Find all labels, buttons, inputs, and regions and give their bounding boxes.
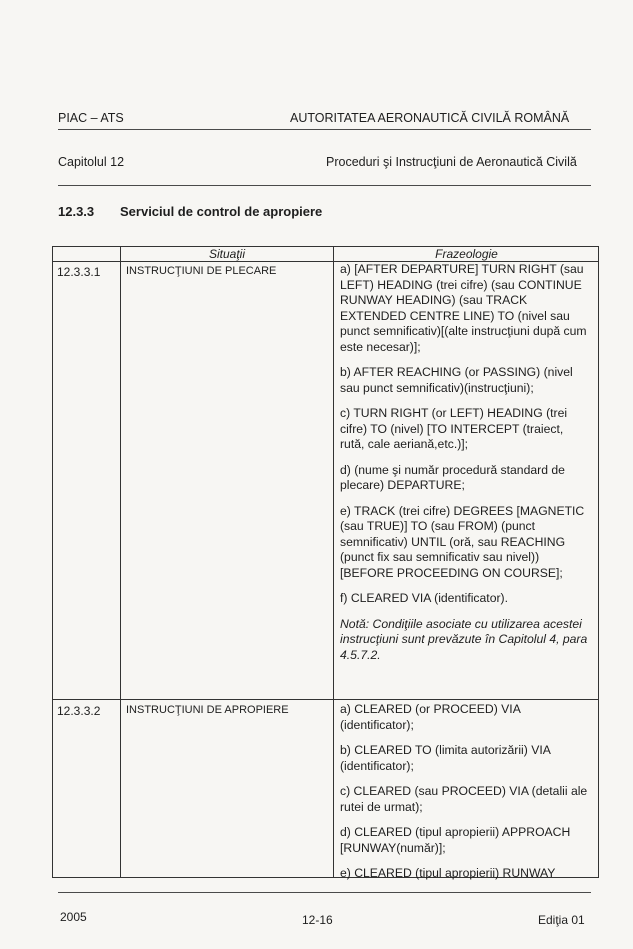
document-code: PIAC – ATS xyxy=(58,111,124,125)
chapter-rule xyxy=(58,185,591,186)
row-divider xyxy=(52,699,599,700)
header-rule xyxy=(58,129,591,130)
phrase-item: c) TURN RIGHT (or LEFT) HEADING (trei cifre) TO (nivel) [TO INTERCEPT (traiect, rută, cale aeriană,etc.)]; xyxy=(340,406,568,451)
phraseology-list xyxy=(340,702,590,892)
section-title: Serviciul de control de apropiere xyxy=(120,204,323,219)
page-number: 12-16 xyxy=(302,913,333,927)
column-divider-code xyxy=(120,246,121,878)
row-situation: INSTRUCŢIUNI DE PLECARE xyxy=(126,265,277,277)
authority-name: AUTORITATEA AERONAUTICĂ CIVILĂ ROMÂNĂ xyxy=(290,111,570,125)
chapter-title: Proceduri şi Instrucţiuni de Aeronautică Civilă xyxy=(326,155,577,169)
phrase-item: a) [AFTER DEPARTURE] TURN RIGHT (sau LEFT) HEADING (trei cifre) (sau CONTINUE RUNWAY HEADING) (sau TRACK EXTENDED CENTRE LINE) TO (nivel sau punct semnificativ)[(alte instrucţiuni după cum este necesar)]; xyxy=(340,262,587,354)
phrase-item: e) TRACK (trei cifre) DEGREES [MAGNETIC (sau TRUE)] TO (sau FROM) (punct semnificativ) UNTIL (oră, sau REACHING (punct fix sau semnificativ sau nivel)) [BEFORE PROCEEDING ON COURSE]; xyxy=(340,503,585,580)
phrase-item: b) AFTER REACHING (or PASSING) (nivel sau punct semnificativ)(instrucţiuni); xyxy=(340,365,573,395)
phrase-item: e) CLEARED (tipul apropierii) RUNWAY xyxy=(340,866,556,880)
footer-year: 2005 xyxy=(60,910,87,924)
phrase-item: d) (nume şi număr procedură standard de plecare) DEPARTURE; xyxy=(340,462,565,492)
phraseology-list xyxy=(340,262,590,673)
row-situation: INSTRUCŢIUNI DE APROPIERE xyxy=(126,704,289,716)
column-header-situatii: Situaţii xyxy=(208,247,246,261)
note: Notă: Condiţiile asociate cu utilizarea acestei instrucţiuni sunt prevăzute în Capitolul 4, para 4.5.7.2. xyxy=(340,616,588,662)
phrase-item: d) CLEARED (tipul apropierii) APPROACH [RUNWAY(număr)]; xyxy=(340,825,571,855)
column-header-frazeologie: Frazeologie xyxy=(435,247,498,261)
row-code: 12.3.3.2 xyxy=(57,704,101,718)
phrase-item: c) CLEARED (sau PROCEED) VIA (detalii ale rutei de urmat); xyxy=(340,784,588,814)
section-number: 12.3.3 xyxy=(58,204,95,219)
edition-label: Ediţia 01 xyxy=(538,913,585,927)
row-code: 12.3.3.1 xyxy=(57,265,101,279)
column-divider-phrase xyxy=(333,246,334,878)
chapter-label: Capitolul 12 xyxy=(58,155,125,169)
phrase-item: f) CLEARED VIA (identificator). xyxy=(340,591,508,605)
footer-rule xyxy=(58,892,591,893)
phrase-item: b) CLEARED TO (limita autorizării) VIA (identificator); xyxy=(340,743,551,773)
phrase-item: a) CLEARED (or PROCEED) VIA (identificator); xyxy=(340,702,521,732)
